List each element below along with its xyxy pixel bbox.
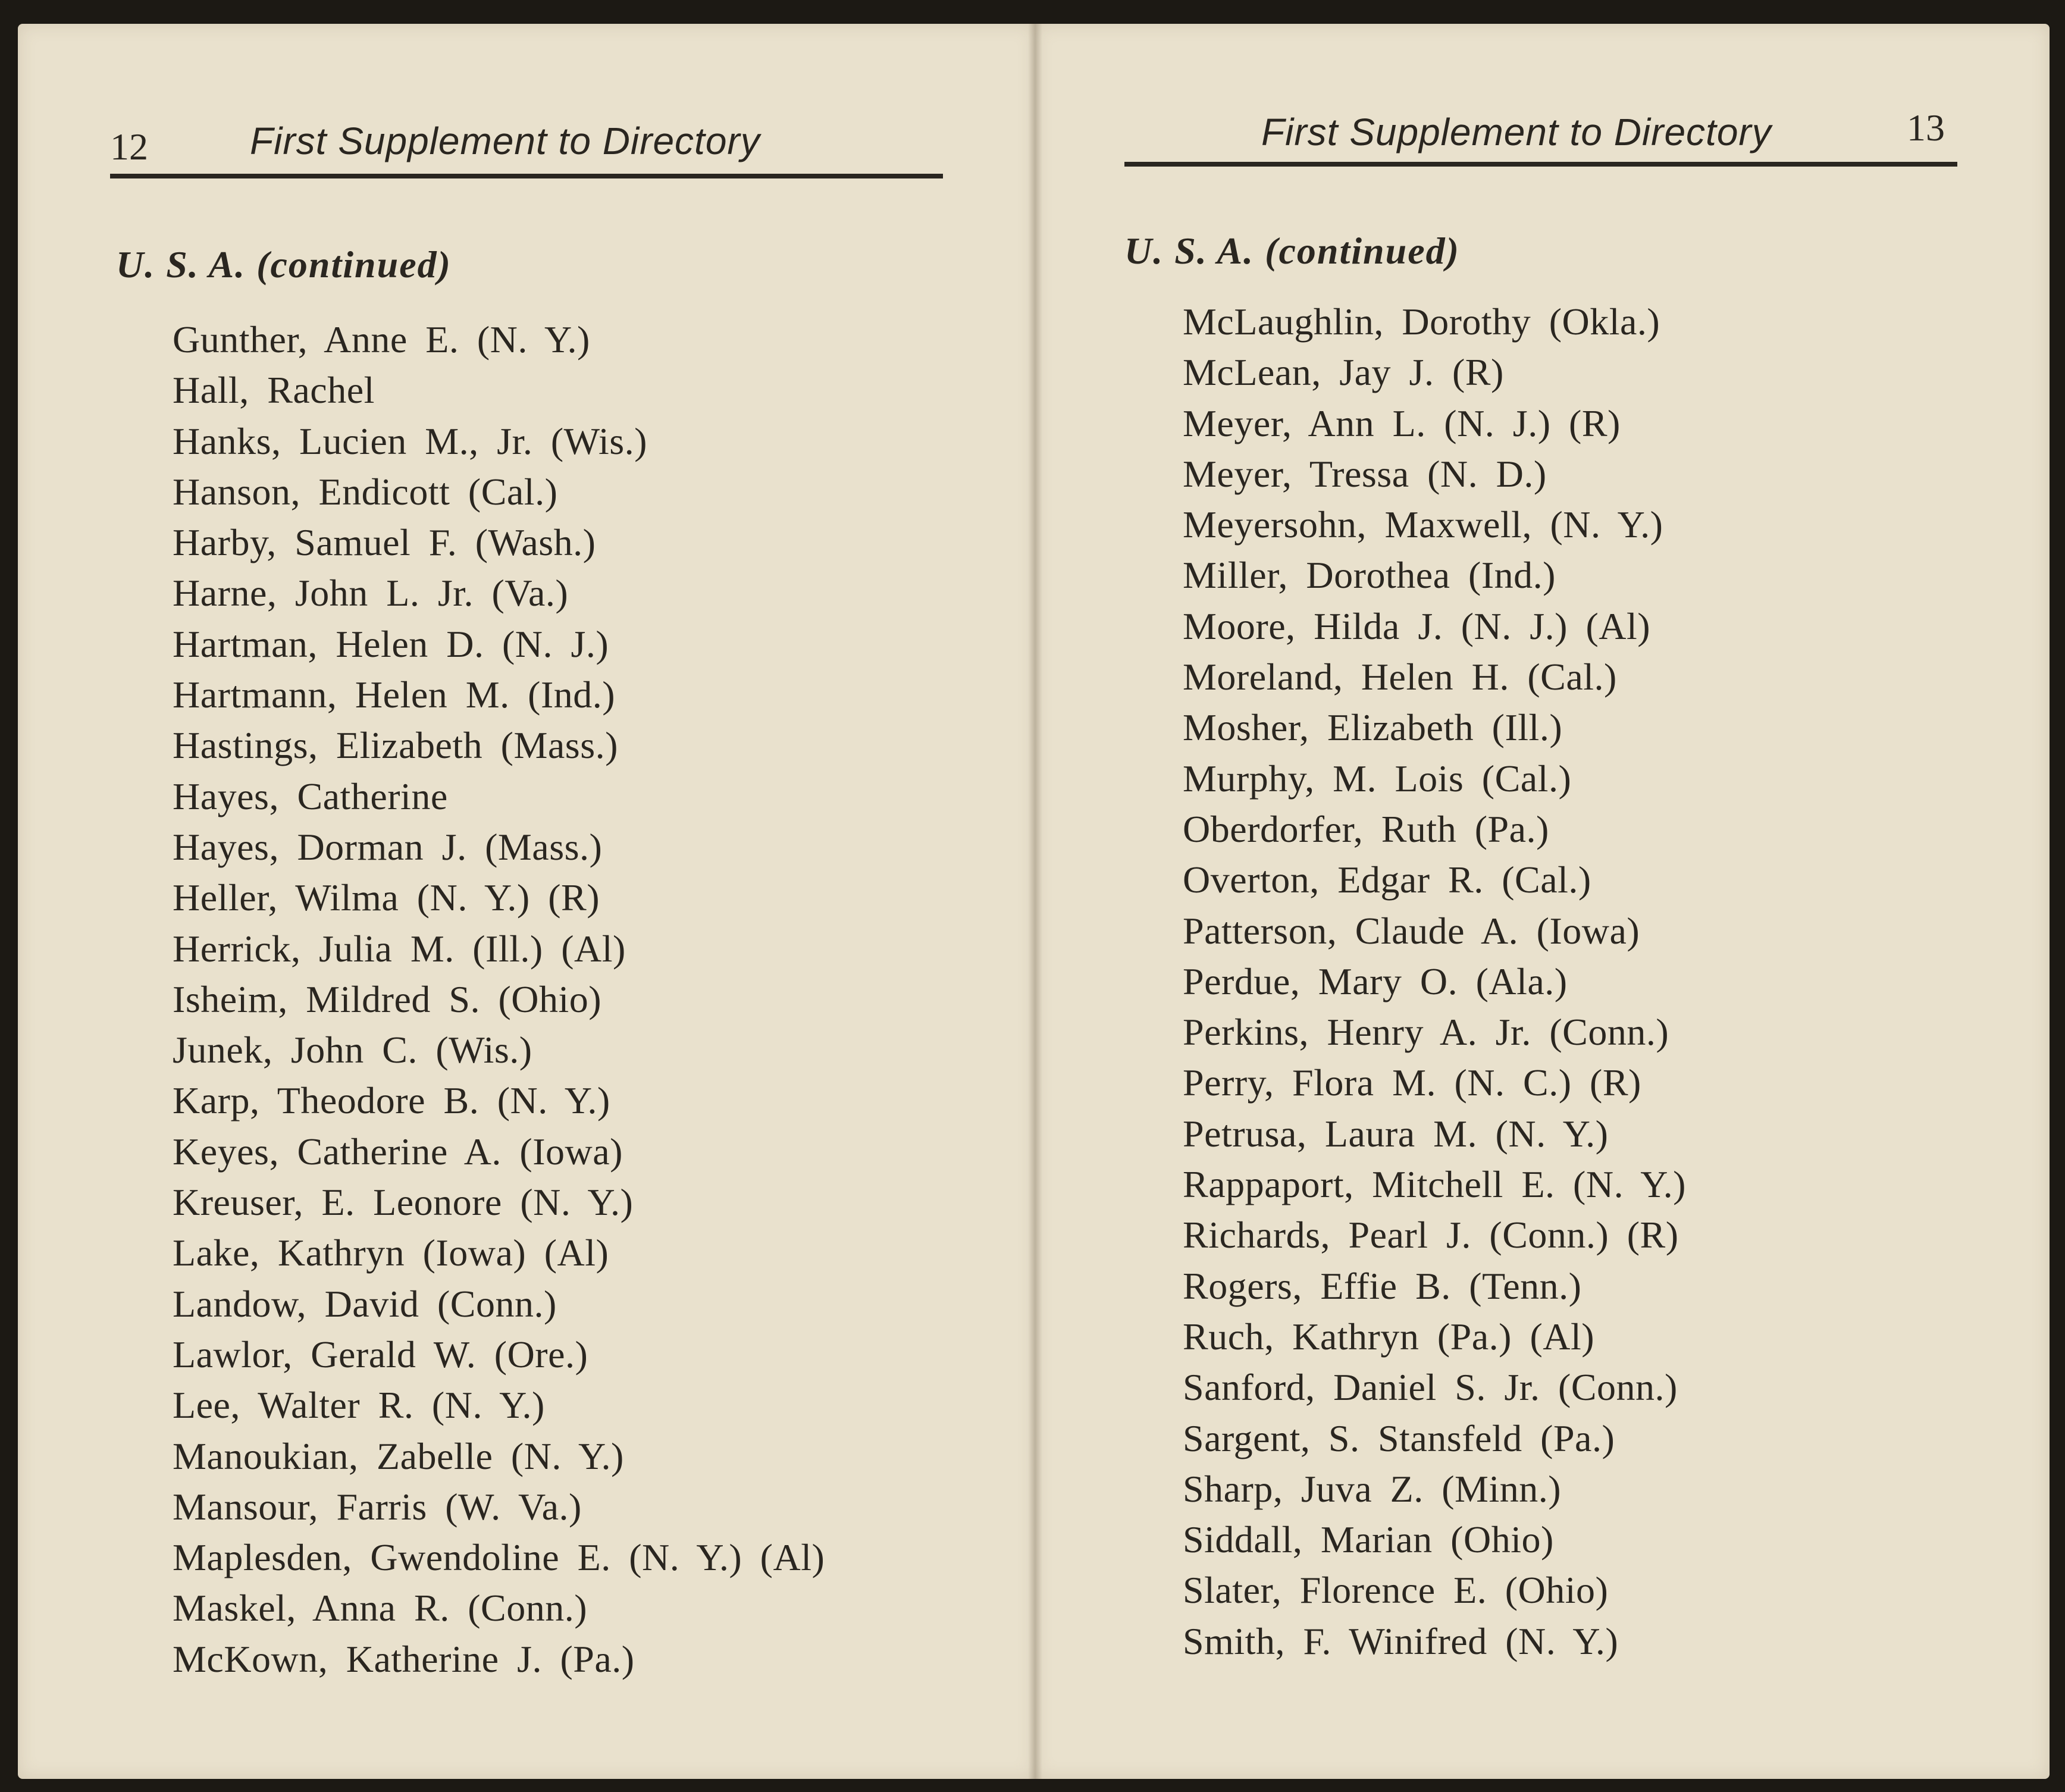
directory-entry: Patterson, Claude A. (Iowa) <box>1183 909 1640 952</box>
directory-entry: Smith, F. Winifred (N. Y.) <box>1183 1619 1619 1662</box>
left-header-rule <box>110 174 943 178</box>
directory-entry: Lee, Walter R. (N. Y.) <box>173 1384 545 1427</box>
right-section-title: U. S. A. (continued) <box>1124 230 1460 272</box>
directory-entry: Hartmann, Helen M. (Ind.) <box>173 673 616 716</box>
directory-entry: Richards, Pearl J. (Conn.) (R) <box>1183 1214 1679 1257</box>
left-page-number: 12 <box>110 126 148 168</box>
right-header-rule <box>1124 162 1957 167</box>
directory-entry: Junek, John C. (Wis.) <box>173 1029 532 1072</box>
directory-entry: Siddall, Marian (Ohio) <box>1183 1518 1554 1561</box>
directory-entry: Moore, Hilda J. (N. J.) (Al) <box>1183 604 1651 647</box>
directory-entry: Kreuser, E. Leonore (N. Y.) <box>173 1181 634 1224</box>
directory-entry: Hayes, Catherine <box>173 775 448 817</box>
directory-entry: Perry, Flora M. (N. C.) (R) <box>1183 1061 1641 1104</box>
directory-entry: Gunther, Anne E. (N. Y.) <box>173 318 590 361</box>
directory-entry: Miller, Dorothea (Ind.) <box>1183 554 1556 597</box>
directory-entry: Herrick, Julia M. (Ill.) (Al) <box>173 927 626 970</box>
directory-entry: Hall, Rachel <box>173 369 375 412</box>
right-entry-list <box>1183 296 1686 1666</box>
directory-entry: Harby, Samuel F. (Wash.) <box>173 521 596 564</box>
directory-entry: Karp, Theodore B. (N. Y.) <box>173 1079 610 1122</box>
directory-entry: Sanford, Daniel S. Jr. (Conn.) <box>1183 1366 1678 1409</box>
directory-entry: Overton, Edgar R. (Cal.) <box>1183 859 1591 901</box>
directory-entry: Landow, David (Conn.) <box>173 1282 557 1325</box>
directory-entry: Perdue, Mary O. (Ala.) <box>1183 960 1568 1002</box>
directory-entry: Mansour, Farris (W. Va.) <box>173 1485 582 1528</box>
directory-entry: Sargent, S. Stansfeld (Pa.) <box>1183 1417 1615 1459</box>
directory-entry: Lawlor, Gerald W. (Ore.) <box>173 1333 588 1376</box>
directory-entry: Rogers, Effie B. (Tenn.) <box>1183 1264 1582 1307</box>
directory-entry: Hastings, Elizabeth (Mass.) <box>173 724 618 767</box>
directory-entry: McKown, Katherine J. (Pa.) <box>173 1637 635 1680</box>
directory-entry: Lake, Kathryn (Iowa) (Al) <box>173 1232 609 1274</box>
directory-entry: Perkins, Henry A. Jr. (Conn.) <box>1183 1011 1669 1054</box>
directory-entry: Murphy, M. Lois (Cal.) <box>1183 757 1572 800</box>
directory-entry: Hanks, Lucien M., Jr. (Wis.) <box>173 419 647 462</box>
directory-entry: Moreland, Helen H. (Cal.) <box>1183 656 1617 698</box>
directory-entry: Manoukian, Zabelle (N. Y.) <box>173 1434 624 1477</box>
directory-entry: Meyer, Ann L. (N. J.) (R) <box>1183 402 1621 444</box>
directory-entry: Meyersohn, Maxwell, (N. Y.) <box>1183 503 1663 546</box>
directory-entry: Slater, Florence E. (Ohio) <box>1183 1569 1609 1612</box>
directory-entry: Petrusa, Laura M. (N. Y.) <box>1183 1112 1609 1155</box>
directory-entry: Oberdorfer, Ruth (Pa.) <box>1183 807 1549 850</box>
directory-entry: Mosher, Elizabeth (Ill.) <box>1183 706 1563 749</box>
directory-entry: Hartman, Helen D. (N. J.) <box>173 622 609 665</box>
left-section-title: U. S. A. (continued) <box>116 243 452 286</box>
directory-entry: Ruch, Kathryn (Pa.) (Al) <box>1183 1315 1595 1358</box>
left-entry-list <box>173 314 825 1684</box>
directory-entry: Hanson, Endicott (Cal.) <box>173 470 558 513</box>
directory-entry: McLaughlin, Dorothy (Okla.) <box>1183 300 1660 343</box>
directory-entry: Harne, John L. Jr. (Va.) <box>173 572 569 615</box>
directory-entry: Meyer, Tressa (N. D.) <box>1183 452 1547 495</box>
directory-entry: McLean, Jay J. (R) <box>1183 351 1504 394</box>
directory-entry: Maplesden, Gwendoline E. (N. Y.) (Al) <box>173 1536 825 1579</box>
book-gutter <box>1028 24 1042 1779</box>
directory-entry: Keyes, Catherine A. (Iowa) <box>173 1130 623 1173</box>
directory-entry: Rappaport, Mitchell E. (N. Y.) <box>1183 1163 1686 1206</box>
directory-entry: Sharp, Juva Z. (Minn.) <box>1183 1467 1562 1510</box>
right-running-head: First Supplement to Directory <box>1261 111 1772 153</box>
directory-entry: Isheim, Mildred S. (Ohio) <box>173 978 602 1020</box>
left-running-head: First Supplement to Directory <box>250 120 760 162</box>
directory-entry: Maskel, Anna R. (Conn.) <box>173 1587 587 1630</box>
right-page-number: 13 <box>1907 106 1945 149</box>
directory-entry: Heller, Wilma (N. Y.) (R) <box>173 876 600 919</box>
directory-entry: Hayes, Dorman J. (Mass.) <box>173 825 603 868</box>
